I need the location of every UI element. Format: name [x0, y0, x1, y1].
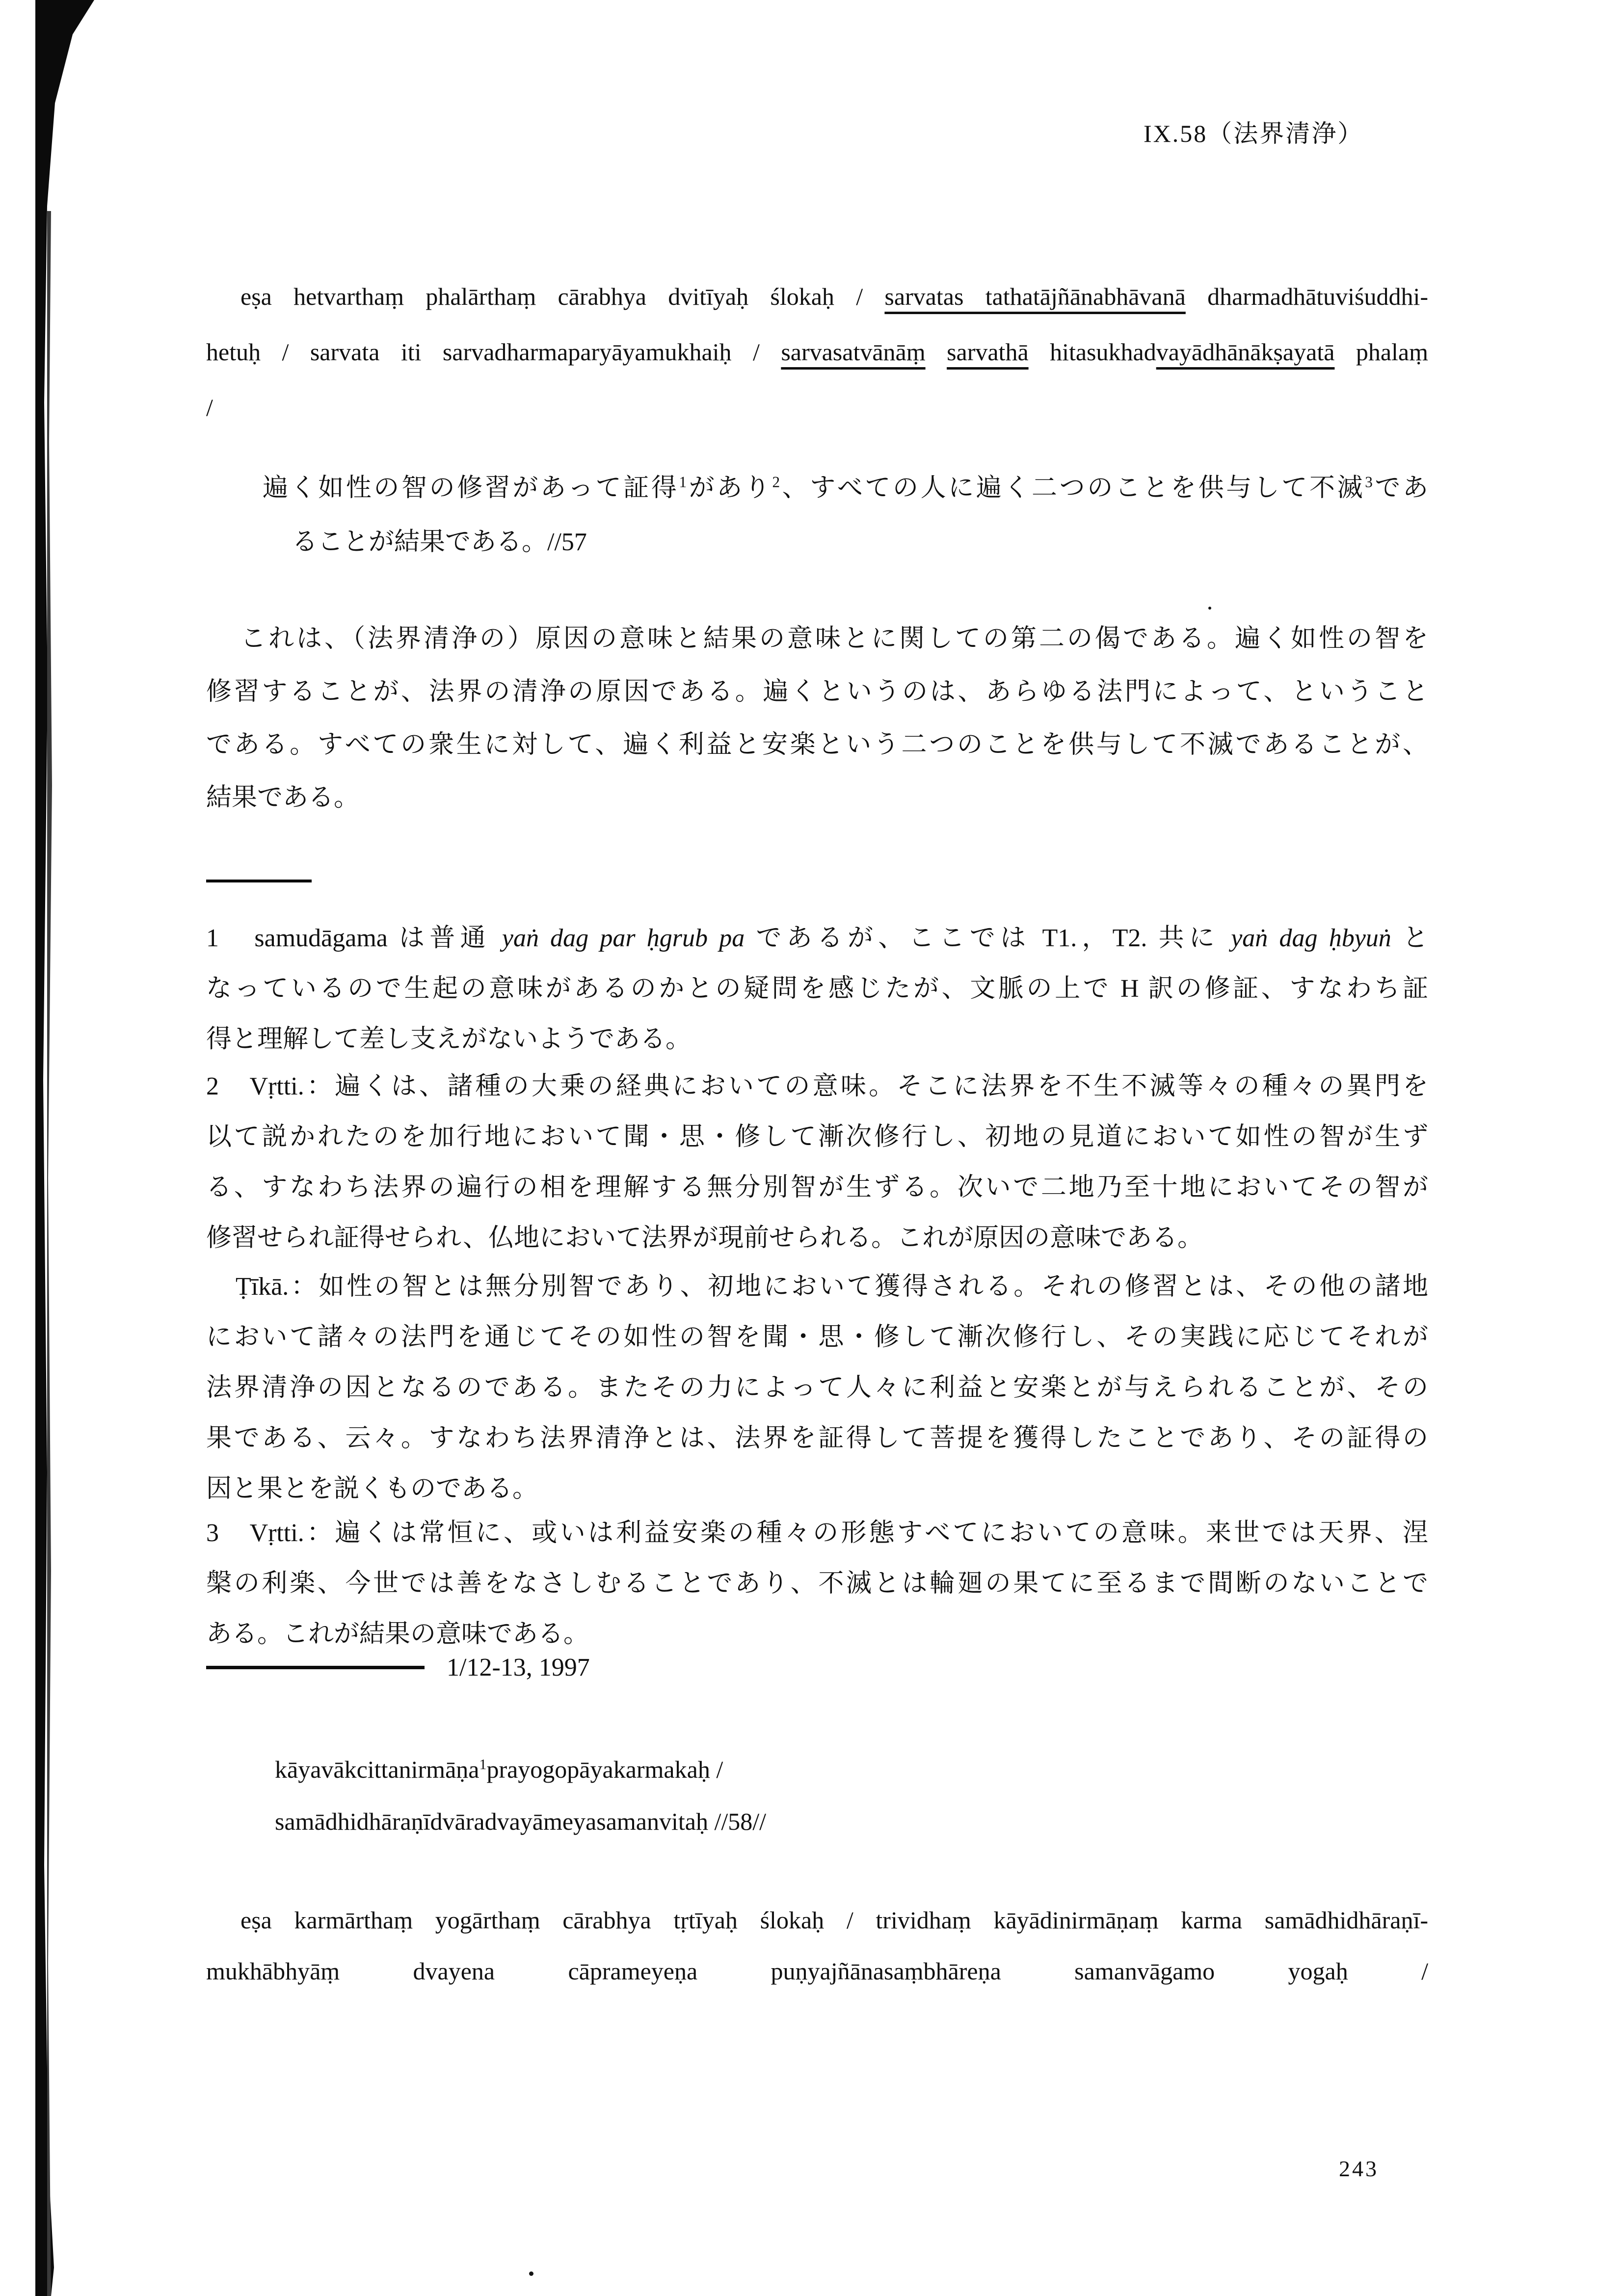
text-line: [206, 1464, 1428, 1514]
text-segment: yaṅ dag ḥbyuṅ: [1231, 924, 1391, 952]
text-line: [206, 719, 1428, 772]
text-segment: hetuḥ / sarvata iti sarvadharmaparyāyamukhaiḥ /: [206, 338, 781, 366]
text-line: [206, 1413, 1428, 1464]
footnote-ref: 3: [1365, 473, 1373, 491]
text-segment: である。すべての衆生に対して、遍く利益と安楽という二つのことを供与して不滅であることが、: [206, 731, 1428, 759]
text-segment: 1 samudāgama は普通: [206, 924, 502, 952]
text-segment: sarvasatvānāṃ: [781, 338, 926, 366]
text-segment: yaṅ dag par ḥgrub pa: [502, 924, 745, 952]
text-line: [206, 1312, 1428, 1362]
text-line: [206, 1609, 1428, 1659]
text-segment: これは、（法界清浄の）原因の意味と結果の意味とに関しての第二の偈である。遍く如性の智を: [240, 625, 1428, 653]
text-segment: 遍く如性の智の修習があって証得: [263, 474, 679, 502]
text-segment: 結果である。: [206, 784, 360, 812]
text-line: [206, 1061, 1428, 1112]
footnote-2: [206, 1061, 1428, 1263]
footnote-3: [206, 1508, 1428, 1659]
text-segment: kāyavākcittanirmāṇa: [275, 1756, 479, 1783]
text-line: [206, 380, 1428, 435]
text-segment: ある。これが結果の意味である。: [206, 1620, 589, 1648]
text-line: [206, 913, 1428, 963]
text-line: [206, 613, 1428, 666]
text-segment: 得と理解して差し支えがないようである。: [206, 1025, 692, 1053]
text-segment: 3 Vṛtti.：遍くは常恒に、或いは利益安楽の種々の形態すべてにおいての意味。来世では天界、涅: [206, 1519, 1428, 1547]
text-segment: 以て説かれたのを加行地において聞・思・修して漸次修行し、初地の見道において如性の智が生ず: [206, 1123, 1428, 1151]
verse-58-sanskrit: [206, 1743, 1428, 1847]
text-segment: prayogopāyakarmakaḥ /: [486, 1756, 723, 1783]
footnote-ref: 1: [679, 473, 687, 491]
text-segment: 槃の利楽、今世では善をなさしむることであり、不滅とは輪廻の果てに至るまで間断のないことで: [206, 1570, 1428, 1598]
text-line: [206, 324, 1428, 380]
scan-edge-shape: [0, 0, 118, 2296]
text-segment: 法界清浄の因となるのである。またその力によって人々に利益と安楽とが与えられることが、その: [206, 1374, 1428, 1402]
text-segment: vayādhānākṣayatā: [1156, 338, 1335, 366]
text-segment: sarvatas tathatājñānabhāvanā: [884, 283, 1186, 310]
text-line: [206, 515, 1428, 569]
text-line: [206, 772, 1428, 825]
text-segment: 2 Vṛtti.：遍くは、諸種の大乗の経典においての意味。そこに法界を不生不滅等々の種々の異門を: [206, 1072, 1428, 1100]
scan-speck: [1208, 607, 1211, 610]
date-text: 1/12-13, 1997: [447, 1654, 590, 1682]
text-segment: eṣa karmārthaṃ yogārthaṃ cārabhya tṛtīyaḥ ślokaḥ / trividhaṃ kāyādinirmāṇaṃ karma samādhidhāraṇī-: [240, 1906, 1428, 1934]
scan-speck: [529, 2271, 533, 2276]
text-segment: phalaṃ: [1334, 338, 1429, 366]
footnote-1: [206, 913, 1428, 1065]
text-line: [206, 666, 1428, 719]
text-line: [206, 1261, 1428, 1312]
text-segment: eṣa hetvarthaṃ phalārthaṃ cārabhya dvitīyaḥ ślokaḥ /: [240, 283, 885, 310]
text-line: [206, 1743, 1428, 1795]
text-segment: 修習することが、法界の清浄の原因である。遍くというのは、あらゆる法門によって、ということ: [206, 678, 1428, 706]
page-number: 243: [1339, 2156, 1379, 2181]
text-segment: 果である、云々。すなわち法界清浄とは、法界を証得して菩提を獲得したことであり、その証得の: [206, 1424, 1428, 1452]
footnote-separator-rule: [206, 880, 312, 882]
text-line: [206, 1558, 1428, 1609]
verse-57-translation: [206, 461, 1428, 569]
text-segment: と: [1391, 924, 1428, 952]
text-segment: /: [206, 394, 213, 421]
text-segment: sarvathā: [947, 338, 1029, 366]
text-segment: 因と果とを説くものである。: [206, 1475, 538, 1503]
date-line: [206, 1653, 1428, 1682]
text-segment: 修習せられ証得せられ、仏地において法界が現前せられる。これが原因の意味である。: [206, 1224, 1203, 1252]
footnote-2-tika-paragraph: [206, 1261, 1428, 1514]
text-segment: hitasukhad: [1028, 338, 1156, 366]
text-segment: Ṭīkā.：如性の智とは無分別智であり、初地において獲得される。それの修習とは、その他の諸地: [236, 1273, 1428, 1301]
commentary-paragraph: [206, 613, 1428, 825]
text-segment: であるが、ここでは T1.，T2. 共に: [745, 924, 1231, 952]
scan-edge-artifact: [0, 0, 118, 2296]
footnote-ref: 1: [479, 1756, 487, 1773]
text-line: [206, 1112, 1428, 1162]
text-line: [206, 1014, 1428, 1065]
text-segment: なっているので生起の意味があるのかとの疑問を感じたが、文脈の上で H 訳の修証、すなわち証: [206, 975, 1428, 1003]
text-line: [206, 1508, 1428, 1558]
text-segment: があり: [687, 474, 772, 502]
date-rule: [206, 1666, 425, 1669]
footnote-ref: 2: [772, 473, 780, 491]
text-segment: であ: [1372, 474, 1428, 502]
text-line: [206, 1213, 1428, 1263]
text-segment: samādhidhāraṇīdvāradvayāmeyasamanvitaḥ //58//: [275, 1808, 767, 1835]
text-line: [206, 1946, 1428, 1997]
text-line: [206, 1362, 1428, 1413]
sanskrit-closing-paragraph: [206, 1895, 1428, 1997]
text-segment: 、すべての人に遍く二つのことを供与して不滅: [780, 474, 1365, 502]
text-line: [206, 461, 1428, 515]
sanskrit-intro-paragraph: [206, 269, 1428, 435]
text-segment: [926, 338, 947, 366]
text-line: [206, 1895, 1428, 1946]
text-segment: ることが結果である。//57: [292, 528, 587, 556]
text-line: [206, 269, 1428, 324]
text-segment: において諸々の法門を通じてその如性の智を聞・思・修して漸次修行し、その実践に応じてそれが: [206, 1323, 1428, 1351]
text-line: [206, 1795, 1428, 1847]
text-segment: mukhābhyāṃ dvayena cāprameyeṇa puṇyajñānasaṃbhāreṇa samanvāgamo yogaḥ /: [206, 1957, 1428, 1985]
section-header: IX.58（法界清浄）: [1144, 120, 1364, 147]
text-line: [206, 1162, 1428, 1213]
text-segment: る、すなわち法界の遍行の相を理解する無分別智が生ずる。次いで二地乃至十地においてその智が: [206, 1174, 1428, 1201]
text-line: [206, 963, 1428, 1014]
text-segment: dharmadhātuviśuddhi-: [1185, 283, 1429, 310]
